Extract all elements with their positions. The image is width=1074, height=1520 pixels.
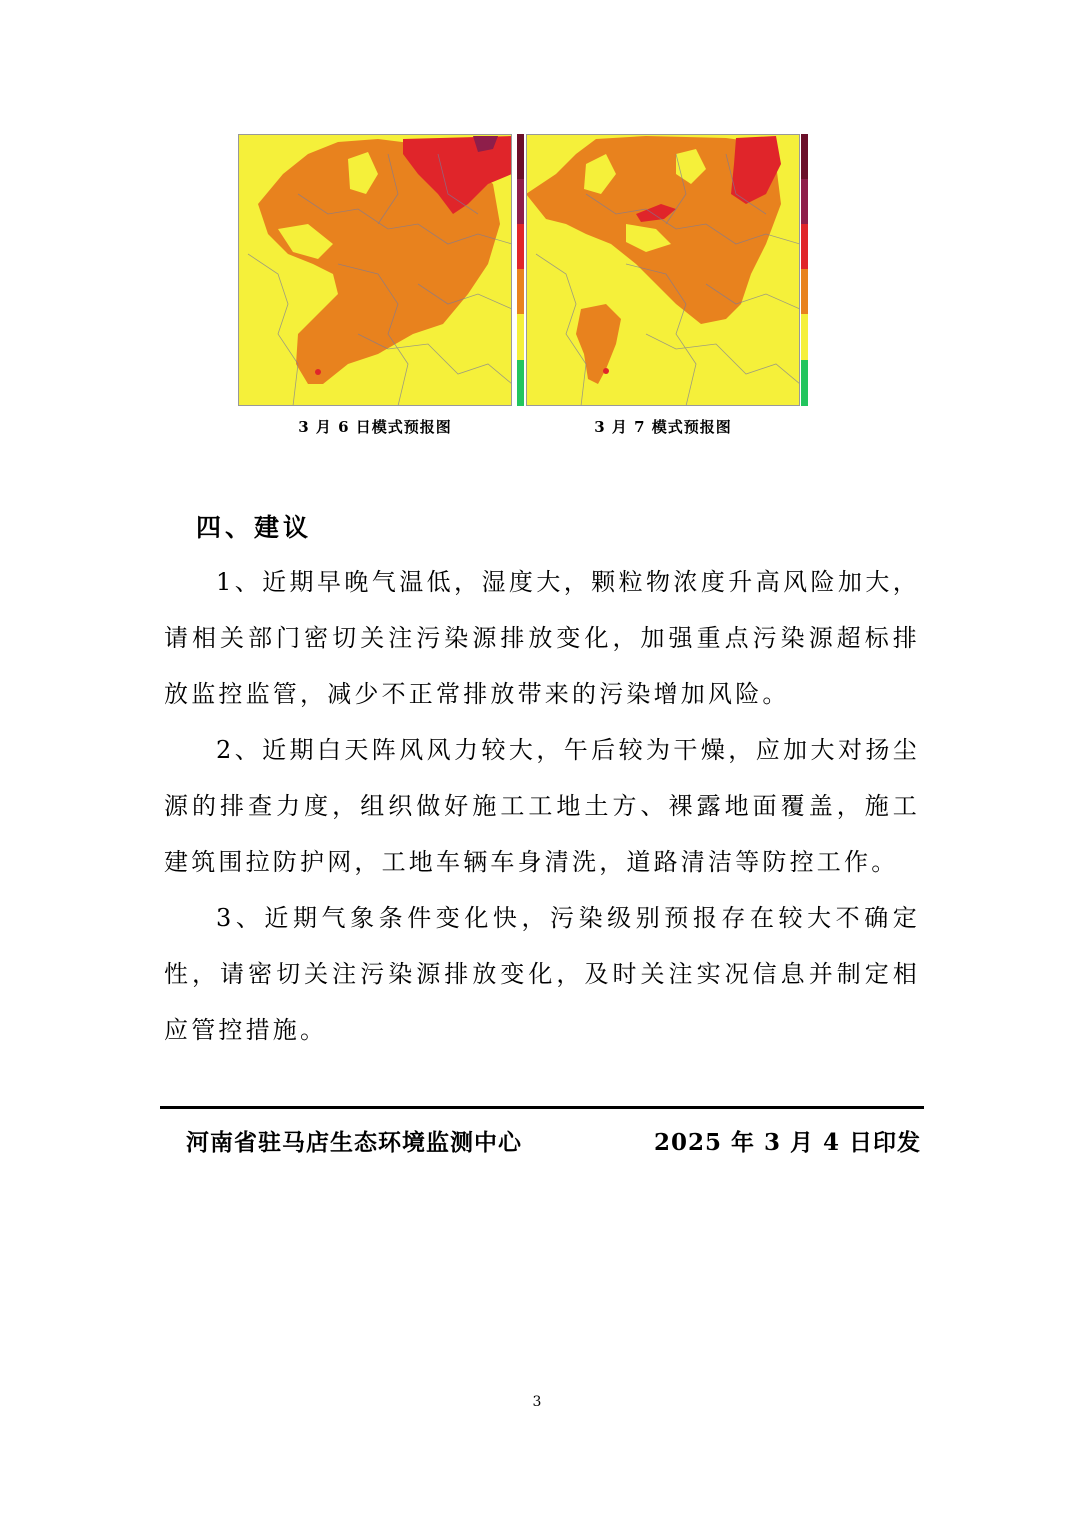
issuing-organization: 河南省驻马店生态环境监测中心	[186, 1129, 522, 1156]
section-heading: 四、建议	[196, 513, 313, 542]
figure-caption: 3 月 7 模式预报图	[594, 418, 732, 436]
forecast-map-mar7	[526, 134, 800, 406]
page-number: 3	[532, 1394, 542, 1410]
color-scale-bar	[801, 134, 808, 406]
color-scale-bar	[517, 134, 524, 406]
recommendation-paragraph: 1、近期早晚气温低，湿度大，颗粒物浓度升高风险加大，请相关部门密切关注污染源排放变化，加强重点污染源超标排放监控监管，减少不正常排放带来的污染增加风险。	[164, 568, 920, 708]
footer-divider	[160, 1106, 924, 1109]
figure-caption: 3 月 6 日模式预报图	[298, 418, 452, 436]
recommendation-paragraph: 2、近期白天阵风风力较大，午后较为干燥，应加大对扬尘源的排查力度，组织做好施工工地土方、裸露地面覆盖，施工建筑围拉防护网，工地车辆车身清洗，道路清洁等防控工作。	[164, 736, 920, 876]
forecast-map-mar6	[238, 134, 512, 406]
issue-date: 2025 年 3 月 4 日印发	[654, 1129, 922, 1156]
recommendation-paragraph: 3、近期气象条件变化快，污染级别预报存在较大不确定性，请密切关注污染源排放变化，及时关注实况信息并制定相应管控措施。	[164, 904, 920, 1044]
